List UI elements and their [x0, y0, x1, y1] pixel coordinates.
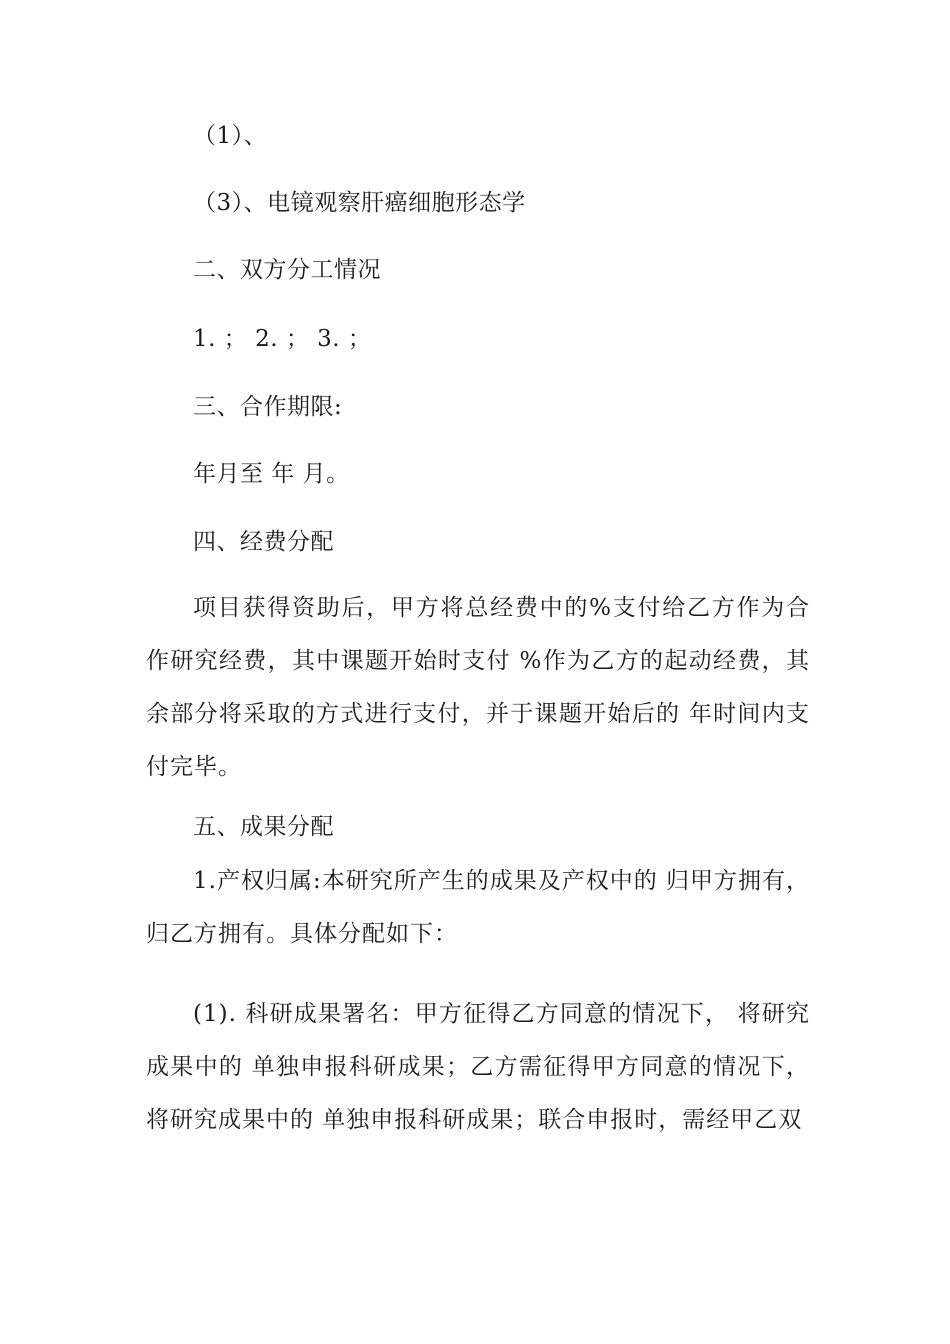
section-heading-4: 四、经费分配 — [193, 529, 334, 555]
period-text: 年月至 年 月。 — [193, 461, 350, 487]
section-heading-3: 三、合作期限: — [193, 394, 343, 420]
list-item-1: （1）、 — [193, 123, 268, 149]
ownership-paragraph: 1.产权归属:本研究所产生的成果及产权中的 归甲方拥有，归乙方拥有。具体分配如下： — [146, 868, 811, 947]
section-heading-5: 五、成果分配 — [193, 814, 334, 840]
authorship-paragraph: (1). 科研成果署名：甲方征得乙方同意的情况下， 将研究成果中的 单独申报科研成果；乙方需征得甲方同意的情况下，将研究成果中的 单独申报科研成果；联合申报时，需经甲乙双 — [146, 1001, 810, 1133]
funding-paragraph: 项目获得资助后，甲方将总经费中的%支付给乙方作为合作研究经费，其中课题开始时支付 %作为乙方的起动经费，其余部分将采取的方式进行支付，并于课题开始后的 年时间内支付完毕。 — [146, 595, 810, 780]
division-list: 1. ； 2. ； 3. ； — [193, 326, 372, 352]
section-heading-2: 二、双方分工情况 — [193, 257, 381, 283]
list-item-3: （3）、电镜观察肝癌细胞形态学 — [193, 190, 526, 216]
